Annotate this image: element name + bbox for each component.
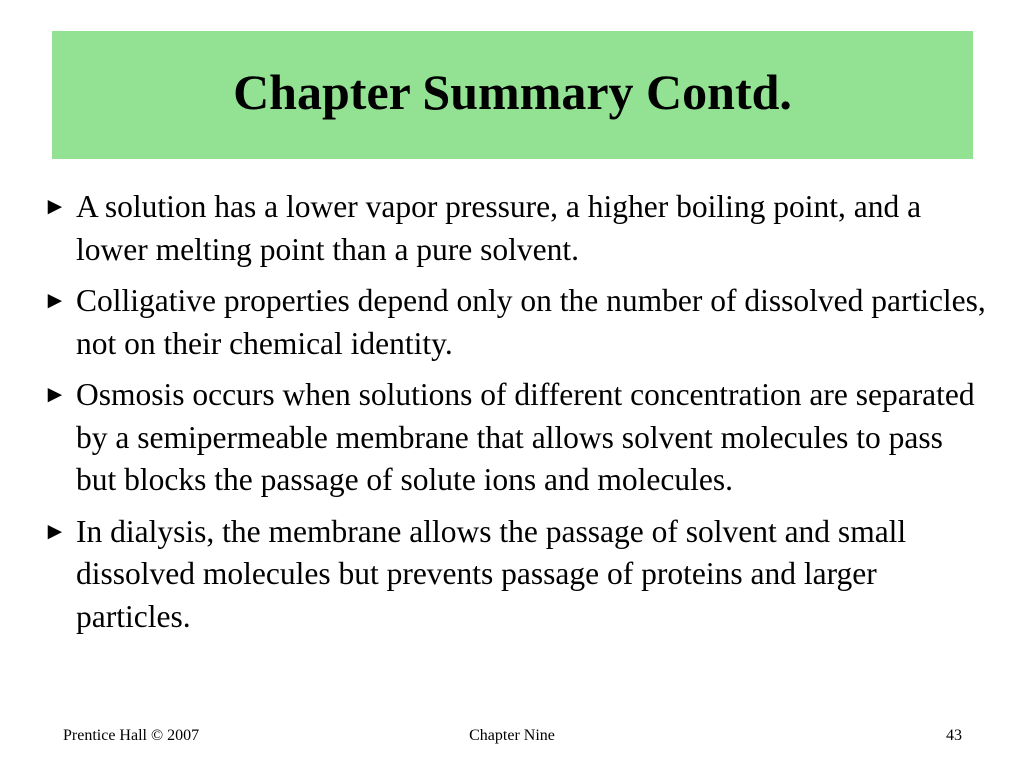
bullet-item [43,280,988,365]
bullet-text: In dialysis, the membrane allows the passage of solvent and small dissolved molecules but prevents passage of proteins and larger particles. [76,513,907,634]
triangle-bullet-icon: ► [43,194,67,220]
bullet-list [43,186,988,647]
footer-page-number: 43 [946,727,962,744]
footer-chapter: Chapter Nine [469,727,555,744]
triangle-bullet-icon: ► [43,382,67,408]
bullet-text: Osmosis occurs when solutions of different concentration are separated by a semipermeable membrane that allows solvent molecules to pass but blocks the passage of solute ions and molecules. [76,377,975,497]
bullet-item [43,186,988,271]
bullet-text: Colligative properties depend only on the number of dissolved particles, not on their chemical identity. [76,283,986,361]
bullet-item [43,374,988,502]
bullet-item [43,511,988,639]
title-banner [52,31,973,159]
triangle-bullet-icon: ► [43,518,67,545]
footer-copyright: Prentice Hall © 2007 [63,727,200,744]
triangle-bullet-icon: ► [43,288,67,314]
bullet-text: A solution has a lower vapor pressure, a higher boiling point, and a lower melting point than a pure solvent. [76,189,922,267]
slide-title: Chapter Summary Contd. [233,64,792,120]
